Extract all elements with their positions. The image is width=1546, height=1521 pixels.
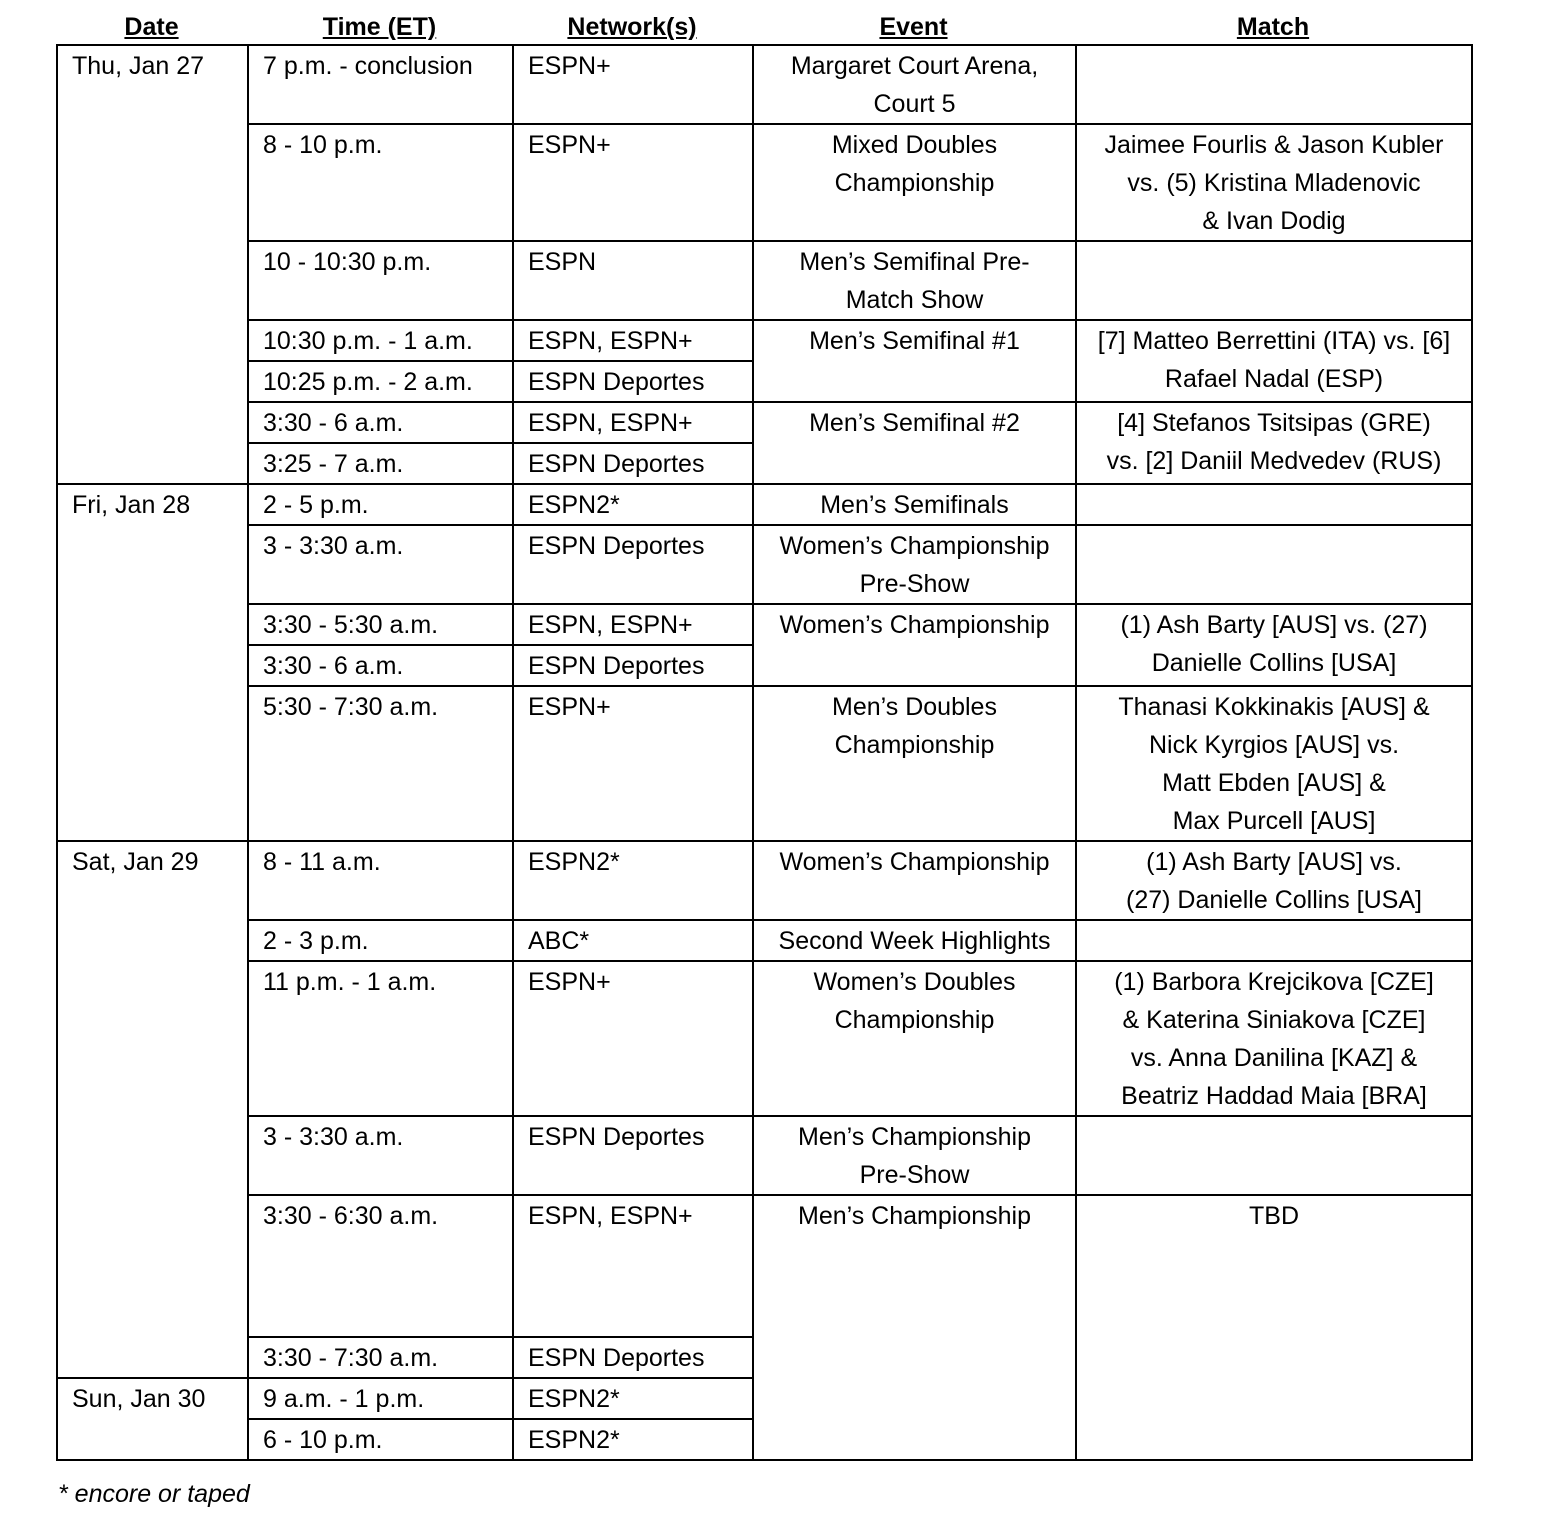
network-cell: ESPN2* (513, 1378, 753, 1419)
time-cell: 2 - 3 p.m. (248, 920, 513, 961)
footnote: * encore or taped (58, 1480, 250, 1508)
event-cell: Men’s Semifinal #2 (753, 402, 1076, 484)
network-cell: ESPN, ESPN+ (513, 320, 753, 361)
event-cell: Men’s Championship Pre-Show (753, 1116, 1076, 1195)
network-cell: ESPN2* (513, 1419, 753, 1460)
table-row (57, 525, 1472, 604)
event-cell: Margaret Court Arena, Court 5 (753, 45, 1076, 124)
match-cell: (1) Ash Barty [AUS] vs. (27) Danielle Collins [USA] (1076, 604, 1472, 686)
schedule-table (56, 44, 1473, 1461)
time-cell: 8 - 10 p.m. (248, 124, 513, 241)
date-cell: Fri, Jan 28 (57, 484, 248, 841)
match-cell: Thanasi Kokkinakis [AUS] & Nick Kyrgios [AUS] vs. Matt Ebden [AUS] & Max Purcell [AUS] (1076, 686, 1472, 841)
network-cell: ESPN (513, 241, 753, 320)
time-cell: 3:30 - 7:30 a.m. (248, 1337, 513, 1378)
match-cell (1076, 241, 1472, 320)
time-cell: 9 a.m. - 1 p.m. (248, 1378, 513, 1419)
header-match: Match (1236, 13, 1310, 41)
match-cell (1076, 45, 1472, 124)
network-cell: ESPN2* (513, 484, 753, 525)
table-row (57, 45, 1472, 124)
time-cell: 6 - 10 p.m. (248, 1419, 513, 1460)
event-cell: Men’s Doubles Championship (753, 686, 1076, 841)
time-cell: 3:30 - 5:30 a.m. (248, 604, 513, 645)
table-row (57, 484, 1472, 525)
time-cell: 8 - 11 a.m. (248, 841, 513, 920)
network-cell: ESPN Deportes (513, 361, 753, 402)
match-cell (1076, 525, 1472, 604)
network-cell: ESPN2* (513, 841, 753, 920)
network-cell: ESPN Deportes (513, 645, 753, 686)
match-cell (1076, 920, 1472, 961)
match-cell: TBD (1076, 1195, 1472, 1460)
network-cell: ESPN, ESPN+ (513, 604, 753, 645)
time-cell: 3 - 3:30 a.m. (248, 1116, 513, 1195)
time-cell: 3:25 - 7 a.m. (248, 443, 513, 484)
header-date: Date (124, 13, 179, 41)
time-cell: 7 p.m. - conclusion (248, 45, 513, 124)
event-cell: Women’s Championship (753, 604, 1076, 686)
time-cell: 3:30 - 6:30 a.m. (248, 1195, 513, 1337)
header-event: Event (879, 13, 948, 41)
event-cell: Men’s Championship (753, 1195, 1076, 1460)
event-cell: Men’s Semifinals (753, 484, 1076, 525)
time-cell: 10:30 p.m. - 1 a.m. (248, 320, 513, 361)
table-row (57, 124, 1472, 241)
time-cell: 3 - 3:30 a.m. (248, 525, 513, 604)
table-row (57, 241, 1472, 320)
match-cell: Jaimee Fourlis & Jason Kubler vs. (5) Kristina Mladenovic & Ivan Dodig (1076, 124, 1472, 241)
match-cell: [7] Matteo Berrettini (ITA) vs. [6] Rafael Nadal (ESP) (1076, 320, 1472, 402)
network-cell: ESPN Deportes (513, 443, 753, 484)
time-cell: 3:30 - 6 a.m. (248, 645, 513, 686)
header-time: Time (ET) (322, 13, 437, 41)
table-row (57, 841, 1472, 920)
event-cell: Women’s Championship Pre-Show (753, 525, 1076, 604)
match-cell: (1) Ash Barty [AUS] vs. (27) Danielle Collins [USA] (1076, 841, 1472, 920)
match-cell: (1) Barbora Krejcikova [CZE] & Katerina Siniakova [CZE] vs. Anna Danilina [KAZ] & Beatriz Haddad Maia [BRA] (1076, 961, 1472, 1116)
match-cell (1076, 1116, 1472, 1195)
event-cell: Mixed Doubles Championship (753, 124, 1076, 241)
event-cell: Second Week Highlights (753, 920, 1076, 961)
network-cell: ABC* (513, 920, 753, 961)
time-cell: 2 - 5 p.m. (248, 484, 513, 525)
network-cell: ESPN, ESPN+ (513, 402, 753, 443)
time-cell: 3:30 - 6 a.m. (248, 402, 513, 443)
event-cell: Men’s Semifinal #1 (753, 320, 1076, 402)
event-cell: Women’s Doubles Championship (753, 961, 1076, 1116)
table-row (57, 320, 1472, 361)
network-cell: ESPN+ (513, 124, 753, 241)
time-cell: 11 p.m. - 1 a.m. (248, 961, 513, 1116)
network-cell: ESPN Deportes (513, 1116, 753, 1195)
match-cell (1076, 484, 1472, 525)
network-cell: ESPN+ (513, 961, 753, 1116)
network-cell: ESPN, ESPN+ (513, 1195, 753, 1337)
table-row (57, 1195, 1472, 1337)
network-cell: ESPN+ (513, 686, 753, 841)
event-cell: Women’s Championship (753, 841, 1076, 920)
table-row (57, 686, 1472, 841)
time-cell: 10:25 p.m. - 2 a.m. (248, 361, 513, 402)
table-row (57, 920, 1472, 961)
table-row (57, 961, 1472, 1116)
time-cell: 5:30 - 7:30 a.m. (248, 686, 513, 841)
match-cell: [4] Stefanos Tsitsipas (GRE) vs. [2] Daniil Medvedev (RUS) (1076, 402, 1472, 484)
date-cell: Thu, Jan 27 (57, 45, 248, 484)
header-network: Network(s) (567, 13, 697, 41)
network-cell: ESPN Deportes (513, 1337, 753, 1378)
table-row (57, 1116, 1472, 1195)
date-cell: Sat, Jan 29 (57, 841, 248, 1378)
network-cell: ESPN Deportes (513, 525, 753, 604)
network-cell: ESPN+ (513, 45, 753, 124)
table-row (57, 402, 1472, 443)
time-cell: 10 - 10:30 p.m. (248, 241, 513, 320)
table-row (57, 604, 1472, 645)
date-cell: Sun, Jan 30 (57, 1378, 248, 1460)
event-cell: Men’s Semifinal Pre- Match Show (753, 241, 1076, 320)
